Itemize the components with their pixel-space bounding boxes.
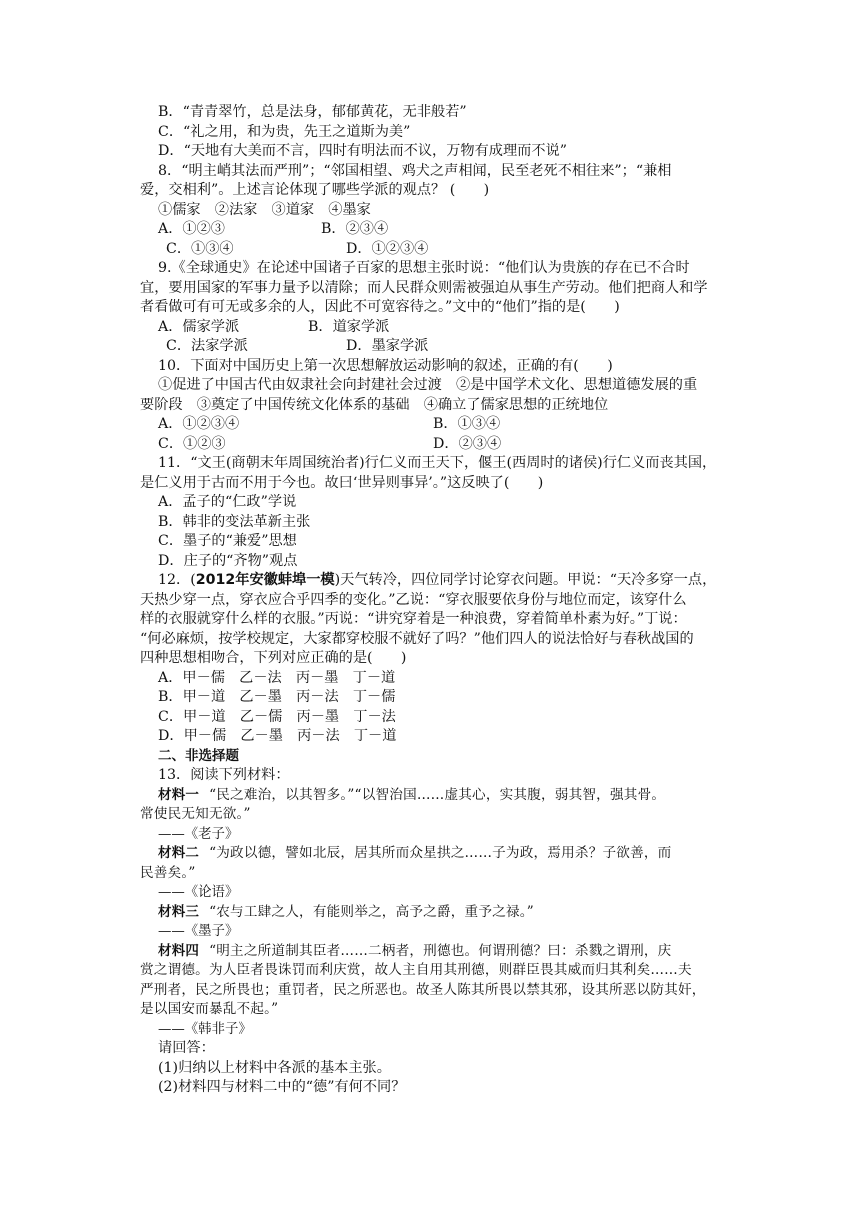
q13-material1-line2: 常使民无知无欲。” (140, 806, 251, 822)
q8-stem-line2: 爱，交相利”。上述言论体现了哪些学派的观点？ ( ) (140, 182, 490, 198)
q11-stem-line1: 11．“文王(商朝末年周国统治者)行仁义而王天下，偃王(西周时的诸侯)行仁义而丧其国， (158, 455, 717, 471)
q8-options-row2 (140, 240, 792, 260)
q12-stem-rest: )天气转冷，四位同学讨论穿衣问题。甲说：“天冷多穿一点， (334, 572, 717, 588)
q10-option-d: D．②③④ (433, 435, 502, 452)
q9-options-row2 (140, 337, 792, 357)
q13-subquestion-2: (2)材料四与材料二中的“德”有何不同？ (158, 1079, 406, 1095)
material1-text1: “民之难治，以其智多。”“以智治国……虚其心，实其腹，弱其智，强其骨。 (209, 786, 666, 803)
q10-stem-line2: ①促进了中国古代由奴隶社会向封建社会过渡 ②是中国学术文化、思想道德发展的重 (158, 377, 698, 393)
material3-label: 材料三 (158, 903, 200, 920)
q12-stem-line2: 天热少穿一点，穿衣应合乎四季的变化。”乙说：“穿衣服要依身份与地位而定，该穿什么 (140, 591, 687, 608)
q8-option-c: C．①③④ (166, 240, 234, 257)
q13-material1-source: ——《老子》 (158, 826, 239, 842)
q11-option-c: C．墨子的“兼爱”思想 (158, 533, 297, 549)
q10-stem-line3: 要阶段 ③奠定了中国传统文化体系的基础 ④确立了儒家思想的正统地位 (140, 396, 609, 413)
q8-stem-line1: 8．“明主峭其法而严刑”；“邻国相望、鸡犬之声相闻，民至老死不相往来”；“兼相 (158, 162, 672, 179)
q13-material4-line4: 是以国安而暴乱不起。” (140, 1001, 279, 1017)
q13-material4-line2: 赏之谓德。为人臣者畏诛罚而利庆赏，故人主自用其刑德，则群臣畏其威而归其利矣……夫 (140, 962, 692, 978)
q13-material4-line3: 严刑者，民之所畏也；重罚者，民之所恶也。故圣人陈其所畏以禁其邪，设其所恶以防其奸， (140, 981, 706, 998)
q10-option-a: A．①②③④ (158, 416, 240, 432)
q13-material1-line1 (140, 786, 792, 806)
q10-option-c: C．①②③ (158, 435, 226, 452)
q9-option-a: A．儒家学派 (158, 318, 240, 335)
material3-text1: “农与工肆之人，有能则举之，高予之爵，重予之禄。” (209, 903, 534, 920)
q11-option-a: A．孟子的“仁政”学说 (158, 494, 297, 510)
q13-intro: 13．阅读下列材料： (158, 767, 290, 783)
q10-stem-line1: 10．下面对中国历史上第一次思想解放运动影响的叙述，正确的有( ) (158, 357, 613, 374)
q12-option-d: D．甲－儒 乙－墨 丙－法 丁－道 (158, 728, 397, 744)
q13-material3-line1 (140, 903, 792, 923)
q9-option-d: D．墨家学派 (346, 338, 429, 354)
q11-option-d: D．庄子的“齐物”观点 (158, 552, 298, 569)
material4-label: 材料四 (158, 942, 200, 959)
exam-content (140, 103, 792, 1098)
material4-text1: “明主之所道制其臣者……二柄者，刑德也。何谓刑德？曰：杀戮之谓刑，庆 (209, 942, 672, 959)
q12-option-a: A．甲－儒 乙－法 丙－墨 丁－道 (158, 669, 396, 686)
q12-option-c: C．甲－道 乙－儒 丙－墨 丁－法 (158, 708, 396, 725)
q12-stem-line3: 样的衣服就穿什么样的衣服。”丙说：“讲究穿着是一种浪费，穿着简单朴素为好。”丁说： (140, 611, 687, 627)
q13-ask: 请回答： (158, 1040, 215, 1056)
q10-options-row1 (140, 415, 792, 435)
q12-option-b: B．甲－道 乙－墨 丙－法 丁－儒 (158, 689, 396, 705)
q8-choices: ①儒家 ②法家 ③道家 ④墨家 (158, 201, 371, 218)
q12-stem-line4: “何必麻烦，按学校规定，大家都穿校服不就好了吗？”他们四人的说法恰好与春秋战国的 (140, 630, 694, 647)
q13-material4-source: ——《韩非子》 (158, 1021, 252, 1037)
q9-stem-line3: 者看做可有可无或多余的人，因此不可宽容待之。”文中的“他们”指的是( ) (140, 299, 620, 315)
q8-options-row1 (140, 220, 792, 240)
q13-material3-source: ——《墨子》 (158, 924, 239, 939)
q13-subquestion-1: (1)归纳以上材料中各派的基本主张。 (158, 1059, 391, 1076)
q12-source-tag: 2012年安徽蚌埠一模 (195, 572, 335, 588)
q8-option-a: A．①②③ (158, 221, 225, 237)
q9-option-c: C．法家学派 (166, 338, 248, 354)
q11-stem-line2: 是仁义用于古而不用于今也。故曰‘世异则事异’。”这反映了( ) (140, 474, 544, 491)
q12-stem-line1 (140, 571, 792, 591)
q7-option-c: C．“礼之用，和为贵，先王之道斯为美” (158, 123, 411, 140)
material2-text1: “为政以德，譬如北辰，居其所而众星拱之……子为政，焉用杀？子欲善，而 (209, 845, 672, 861)
q13-material2-line1 (140, 844, 792, 864)
q13-material2-source: ——《论语》 (158, 885, 239, 900)
q9-stem-line1: 9.《全球通史》在论述中国诸子百家的思想主张时说：“他们认为贵族的存在已不合时 (158, 260, 690, 276)
section-title-non-choice: 二、非选择题 (158, 747, 239, 764)
q7-option-b: B．“青青翠竹，总是法身，郁郁黄花，无非般若” (158, 104, 467, 120)
q9-options-row1 (140, 318, 792, 338)
q8-option-b: B．②③④ (321, 221, 389, 237)
q9-stem-line2: 宜，要用国家的军事力量予以清除；而人民群众则需被强迫从事生产劳动。他们把商人和学 (140, 279, 708, 296)
q9-option-b: B．道家学派 (308, 318, 390, 335)
q7-option-d: D．“天地有大美而不言，四时有明法而不议，万物有成理而不说” (158, 143, 567, 159)
q13-material2-line2: 民善矣。” (140, 864, 196, 881)
q12-stem-line5: 四种思想相吻合，下列对应正确的是( ) (140, 650, 407, 666)
q11-option-b: B．韩非的变法革新主张 (158, 513, 311, 530)
material1-label: 材料一 (158, 786, 200, 803)
q13-material4-line1 (140, 942, 792, 962)
q12-number: 12．( (158, 572, 196, 588)
q10-option-b: B．①③④ (433, 416, 501, 432)
q8-option-d: D．①②③④ (346, 240, 429, 257)
q10-options-row2 (140, 435, 792, 455)
material2-label: 材料二 (158, 845, 200, 861)
